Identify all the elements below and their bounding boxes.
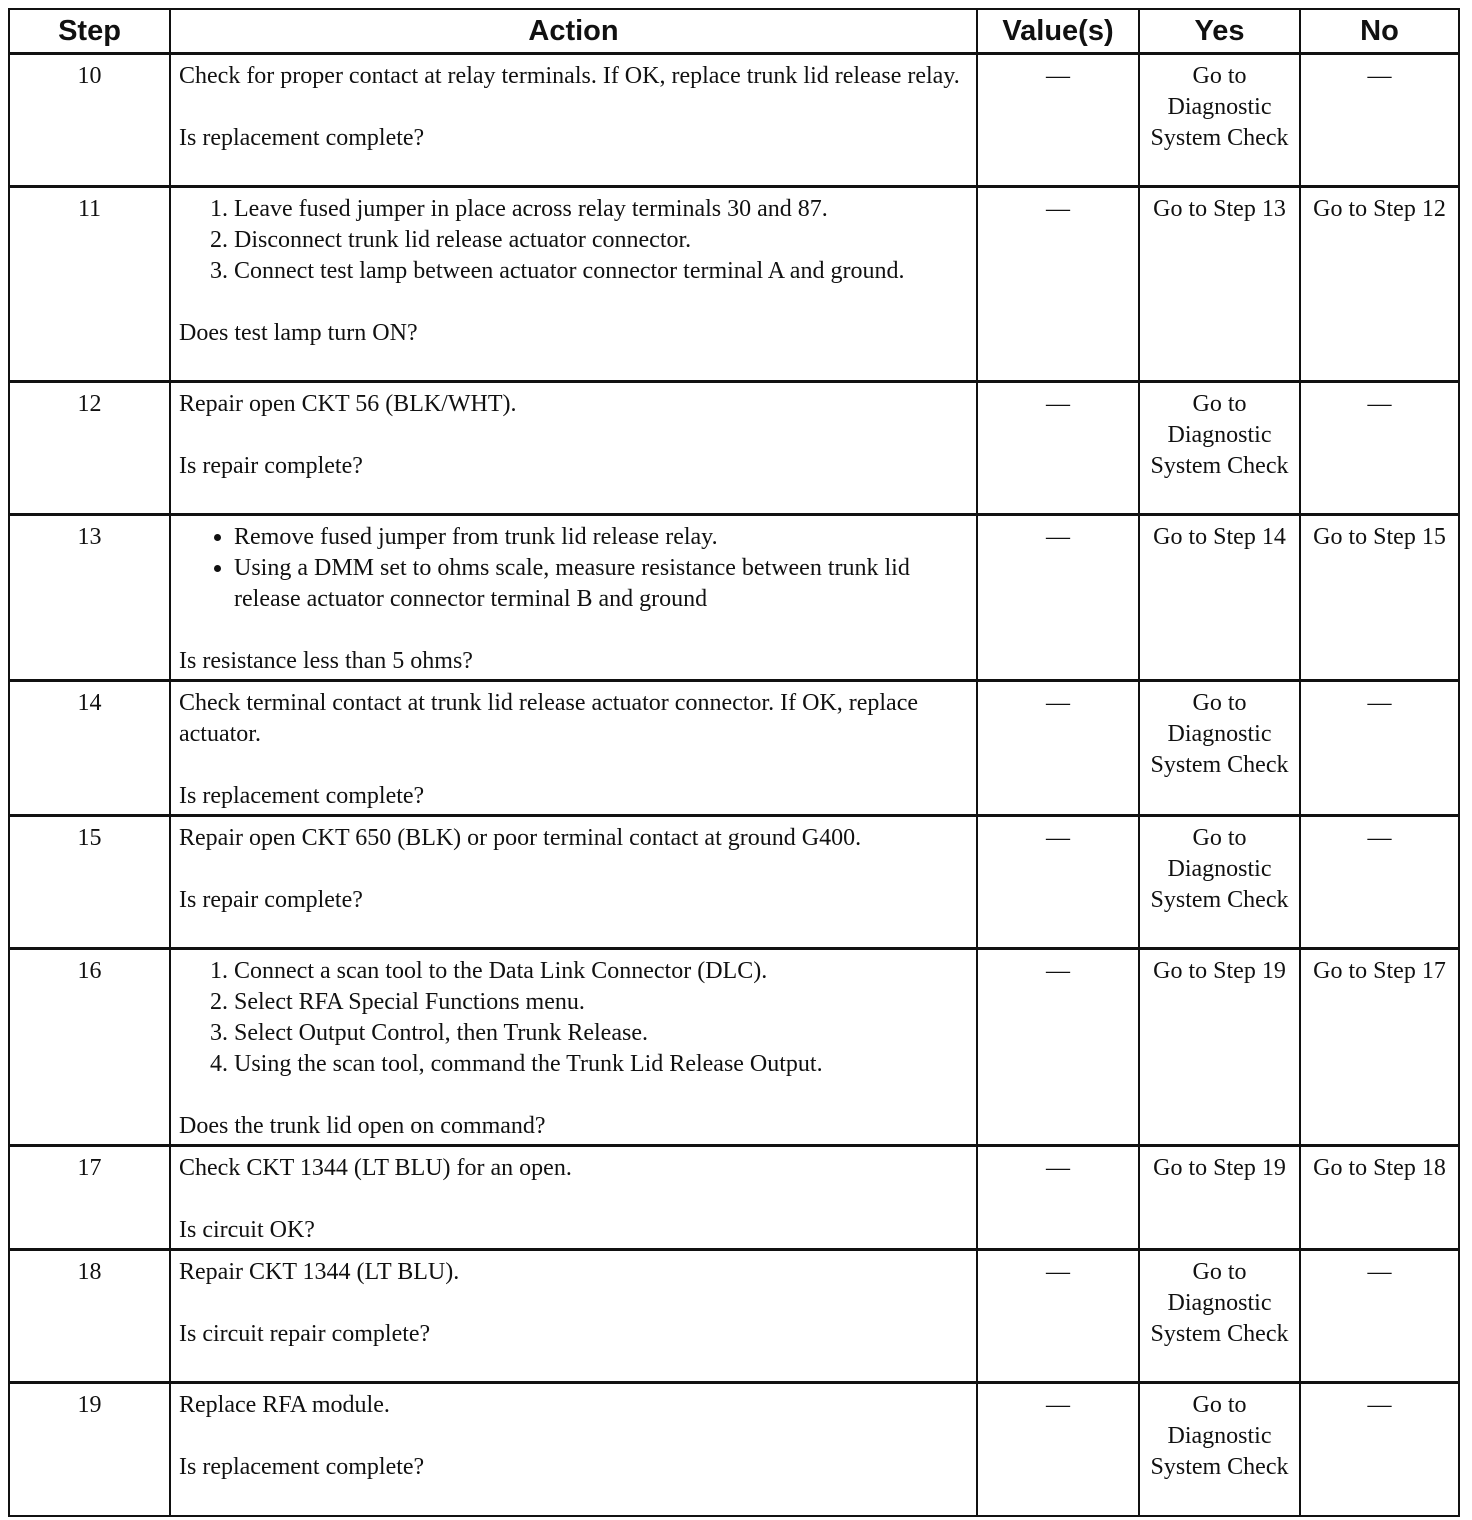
table-row [9,1250,1459,1383]
action-cell [170,382,977,515]
header-action: Action [170,9,977,54]
table-row [9,187,1459,382]
action-question: Does test lamp turn ON? [179,320,418,346]
action-question: Is replacement complete? [179,1454,425,1480]
header-values: Value(s) [977,9,1139,54]
action-cell [170,816,977,949]
action-text: Repair open CKT 56 (BLK/WHT). [179,391,517,417]
action-bullet-list [179,522,968,615]
action-question: Is repair complete? [179,887,363,913]
table-row [9,1146,1459,1250]
action-cell [170,949,977,1146]
value-cell: — [977,382,1139,515]
step-cell: 15 [9,816,170,949]
action-question: Is replacement complete? [179,783,425,809]
action-list-item: 1. Leave fused jumper in place across relay terminals 30 and 87. [234,194,968,225]
header-yes: Yes [1139,9,1300,54]
action-question: Does the trunk lid open on command? [179,1113,546,1139]
action-list-item: • Using a DMM set to ohms scale, measure resistance between trunk lid release actuator connector terminal B and ground [234,553,968,615]
step-cell: 13 [9,515,170,681]
action-text: Repair CKT 1344 (LT BLU). [179,1259,460,1285]
header-step: Step [9,9,170,54]
action-list-item: 2. Select RFA Special Functions menu. [234,987,968,1018]
value-cell: — [977,1250,1139,1383]
action-cell [170,1383,977,1516]
action-list-item: 3. Select Output Control, then Trunk Release. [234,1018,968,1049]
value-cell: — [977,515,1139,681]
action-list-item: 3. Connect test lamp between actuator connector terminal A and ground. [234,256,968,287]
table-row [9,1383,1459,1516]
no-cell: Go to Step 18 [1300,1146,1459,1250]
step-cell: 14 [9,681,170,816]
action-cell [170,515,977,681]
action-text: Check CKT 1344 (LT BLU) for an open. [179,1155,572,1181]
action-cell [170,681,977,816]
table-row [9,949,1459,1146]
yes-cell: Go to Diagnostic System Check [1139,816,1300,949]
table-row [9,816,1459,949]
header-no: No [1300,9,1459,54]
value-cell: — [977,816,1139,949]
step-cell: 10 [9,54,170,187]
no-cell: Go to Step 12 [1300,187,1459,382]
action-cell [170,187,977,382]
step-cell: 12 [9,382,170,515]
action-question: Is circuit OK? [179,1217,315,1243]
action-numbered-list [179,194,968,287]
no-cell: — [1300,1383,1459,1516]
value-cell: — [977,681,1139,816]
table-row [9,515,1459,681]
action-numbered-list [179,956,968,1080]
action-text: Repair open CKT 650 (BLK) or poor terminal contact at ground G400. [179,825,862,851]
step-cell: 19 [9,1383,170,1516]
action-cell [170,54,977,187]
value-cell: — [977,187,1139,382]
step-cell: 18 [9,1250,170,1383]
action-cell [170,1250,977,1383]
yes-cell: Go to Step 13 [1139,187,1300,382]
action-text: Check for proper contact at relay terminals. If OK, replace trunk lid release relay. [179,63,960,89]
action-list-item: 4. Using the scan tool, command the Trunk Lid Release Output. [234,1049,968,1080]
action-list-item: 1. Connect a scan tool to the Data Link Connector (DLC). [234,956,968,987]
diagnostic-table [8,8,1460,1517]
value-cell: — [977,949,1139,1146]
yes-cell: Go to Diagnostic System Check [1139,681,1300,816]
action-question: Is replacement complete? [179,125,425,151]
yes-cell: Go to Diagnostic System Check [1139,54,1300,187]
action-question: Is repair complete? [179,453,363,479]
action-cell [170,1146,977,1250]
step-cell: 17 [9,1146,170,1250]
step-cell: 16 [9,949,170,1146]
yes-cell: Go to Step 19 [1139,949,1300,1146]
value-cell: — [977,54,1139,187]
no-cell: — [1300,816,1459,949]
action-question: Is circuit repair complete? [179,1321,431,1347]
value-cell: — [977,1383,1139,1516]
action-text: Check terminal contact at trunk lid release actuator connector. If OK, replace actuator. [179,690,918,747]
action-list-item: 2. Disconnect trunk lid release actuator connector. [234,225,968,256]
action-question: Is resistance less than 5 ohms? [179,648,473,674]
table-row [9,681,1459,816]
no-cell: — [1300,382,1459,515]
no-cell: Go to Step 15 [1300,515,1459,681]
no-cell: Go to Step 17 [1300,949,1459,1146]
yes-cell: Go to Diagnostic System Check [1139,1250,1300,1383]
no-cell: — [1300,54,1459,187]
action-list-item: • Remove fused jumper from trunk lid release relay. [234,522,968,553]
step-cell: 11 [9,187,170,382]
yes-cell: Go to Diagnostic System Check [1139,382,1300,515]
header-row [9,9,1459,54]
value-cell: — [977,1146,1139,1250]
no-cell: — [1300,681,1459,816]
action-text: Replace RFA module. [179,1392,390,1418]
table-row [9,54,1459,187]
table-body [9,54,1459,1516]
table-header [9,9,1459,54]
no-cell: — [1300,1250,1459,1383]
yes-cell: Go to Step 19 [1139,1146,1300,1250]
yes-cell: Go to Diagnostic System Check [1139,1383,1300,1516]
yes-cell: Go to Step 14 [1139,515,1300,681]
table-row [9,382,1459,515]
